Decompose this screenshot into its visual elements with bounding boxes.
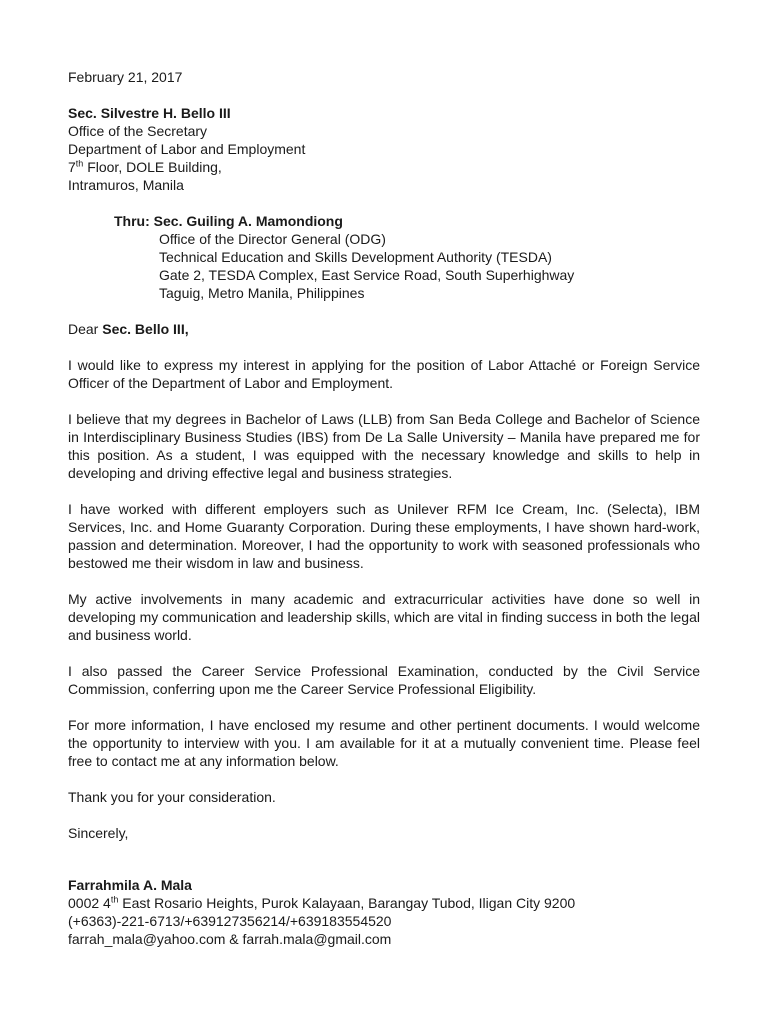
closing-line: Sincerely, [68, 825, 129, 841]
recipient-floor-text: Floor, DOLE Building, [83, 159, 222, 175]
thru-office: Office of the Director General (ODG) [159, 231, 386, 247]
thanks-line: Thank you for your consideration. [68, 789, 276, 805]
signature-block [68, 876, 700, 948]
letter-date: February 21, 2017 [68, 69, 183, 85]
recipient-floor-suffix: th [75, 158, 84, 169]
recipient-city: Intramuros, Manila [68, 177, 184, 193]
recipient-floor [68, 158, 700, 176]
salutation-prefix: Dear [68, 321, 103, 337]
letter-page [68, 68, 700, 948]
signature-address-suffix: th [110, 894, 119, 905]
signature-name: Farrahmila A. Mala [68, 877, 192, 893]
thru-city: Taguig, Metro Manila, Philippines [159, 285, 365, 301]
signature-address-text: East Rosario Heights, Purok Kalayaan, Barangay Tubod, Iligan City 9200 [118, 895, 576, 911]
signature-phone: (+6363)-221-6713/+639127356214/+639183554520 [68, 913, 392, 929]
paragraph-education: I believe that my degrees in Bachelor of Laws (LLB) from San Beda College and Bachelor of Science in Interdisciplinary Business Studies (IBS) from De La Salle University – Manila have prepared me for this position. As a student, I was equipped with the necessary knowledge and skills to help in developing and driving effective legal and business strategies. [68, 411, 700, 481]
salutation [68, 320, 700, 338]
thru-address: Gate 2, TESDA Complex, East Service Road, South Superhighway [159, 267, 575, 283]
paragraph-employment: I have worked with different employers such as Unilever RFM Ice Cream, Inc. (Selecta), IBM Services, Inc. and Home Guaranty Corporation. During these employments, I have shown hard-work, passion and determination. Moreover, I had the opportunity to work with seasoned professionals who bestowed me their wisdom in law and business. [68, 501, 700, 571]
thru-name: Thru: Sec. Guiling A. Mamondiong [114, 213, 343, 229]
recipient-department: Department of Labor and Employment [68, 141, 306, 157]
signature-address [68, 894, 700, 912]
signature-address-number: 0002 4 [68, 895, 111, 911]
recipient-block [68, 104, 700, 194]
recipient-office: Office of the Secretary [68, 123, 208, 139]
recipient-name: Sec. Silvestre H. Bello III [68, 105, 231, 121]
paragraph-activities: My active involvements in many academic and extracurricular activities have done so well in developing my communication and leadership skills, which are vital in finding success in both the legal and business world. [68, 591, 700, 643]
paragraph-eligibility: I also passed the Career Service Professional Examination, conducted by the Civil Service Commission, conferring upon me the Career Service Professional Eligibility. [68, 663, 700, 697]
recipient-floor-number: 7 [68, 159, 76, 175]
paragraph-interest: I would like to express my interest in applying for the position of Labor Attaché or Foreign Service Officer of the Department of Labor and Employment. [68, 357, 700, 391]
paragraph-contact: For more information, I have enclosed my resume and other pertinent documents. I would welcome the opportunity to interview with you. I am available for it at a mutually convenient time. Please feel free to contact me at any information below. [68, 717, 700, 769]
signature-email: farrah_mala@yahoo.com & farrah.mala@gmail.com [68, 931, 392, 947]
salutation-name: Sec. Bello III, [102, 321, 189, 337]
thru-agency: Technical Education and Skills Development Authority (TESDA) [159, 249, 552, 265]
thru-block [68, 212, 700, 302]
